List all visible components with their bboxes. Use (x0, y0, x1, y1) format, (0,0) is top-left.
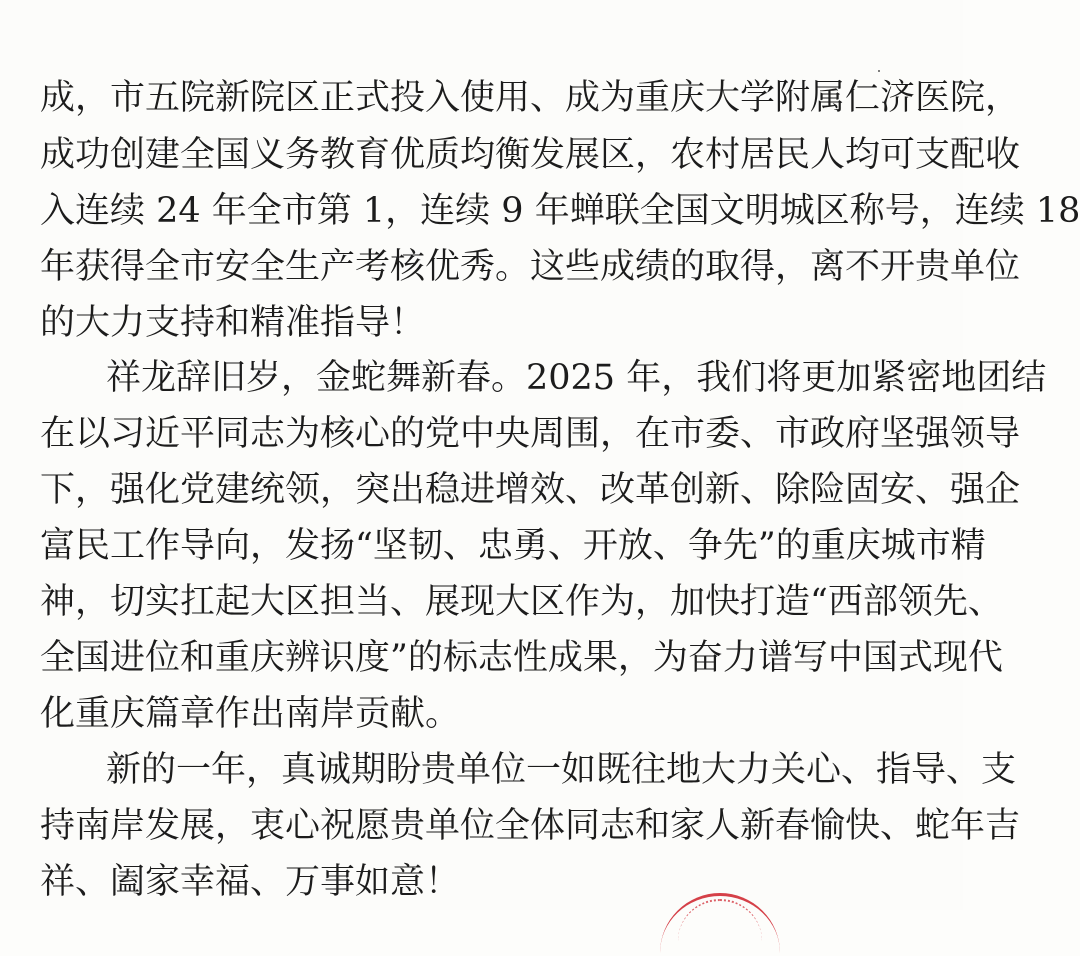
paragraph-line: 的大力支持和精准指导！ (40, 303, 426, 343)
paragraph-line: 祥、阖家幸福、万事如意！ (40, 862, 461, 902)
paragraph-line: 在以习近平同志为核心的党中央周围，在市委、市政府坚强领导 (40, 414, 1021, 454)
paragraph-line: 全国进位和重庆辨识度”的标志性成果，为奋力谱写中国式现代 (40, 638, 1003, 678)
scan-speck (878, 70, 880, 72)
paragraph-line: 祥龙辞旧岁，金蛇舞新春。2025 年，我们将更加紧密地团结 (106, 358, 1047, 398)
paragraph-line: 化重庆篇章作出南岸贡献。 (40, 694, 461, 734)
paragraph-line: 持南岸发展，衷心祝愿贵单位全体同志和家人新春愉快、蛇年吉 (40, 806, 1021, 846)
paragraph-line: 神，切实扛起大区担当、展现大区作为，加快打造“西部领先、 (40, 582, 1003, 622)
paragraph-line: 年获得全市安全生产考核优秀。这些成绩的取得，离不开贵单位 (40, 247, 1021, 287)
paragraph-line: 入连续 24 年全市第 1，连续 9 年蝉联全国文明城区称号，连续 18 (40, 191, 1080, 231)
paragraph-line: 下，强化党建统领，突出稳进增效、改革创新、除险固安、强企 (40, 470, 1021, 510)
paragraph-line: 富民工作导向，发扬“坚韧、忠勇、开放、争先”的重庆城市精 (40, 526, 986, 566)
paragraph-line: 成功创建全国义务教育优质均衡发展区，农村居民人均可支配收 (40, 135, 1021, 175)
paragraph-line: 成，市五院新院区正式投入使用、成为重庆大学附属仁济医院， (40, 78, 1021, 118)
paragraph-line: 新的一年，真诚期盼贵单位一如既往地大力关心、指导、支 (106, 750, 1017, 790)
